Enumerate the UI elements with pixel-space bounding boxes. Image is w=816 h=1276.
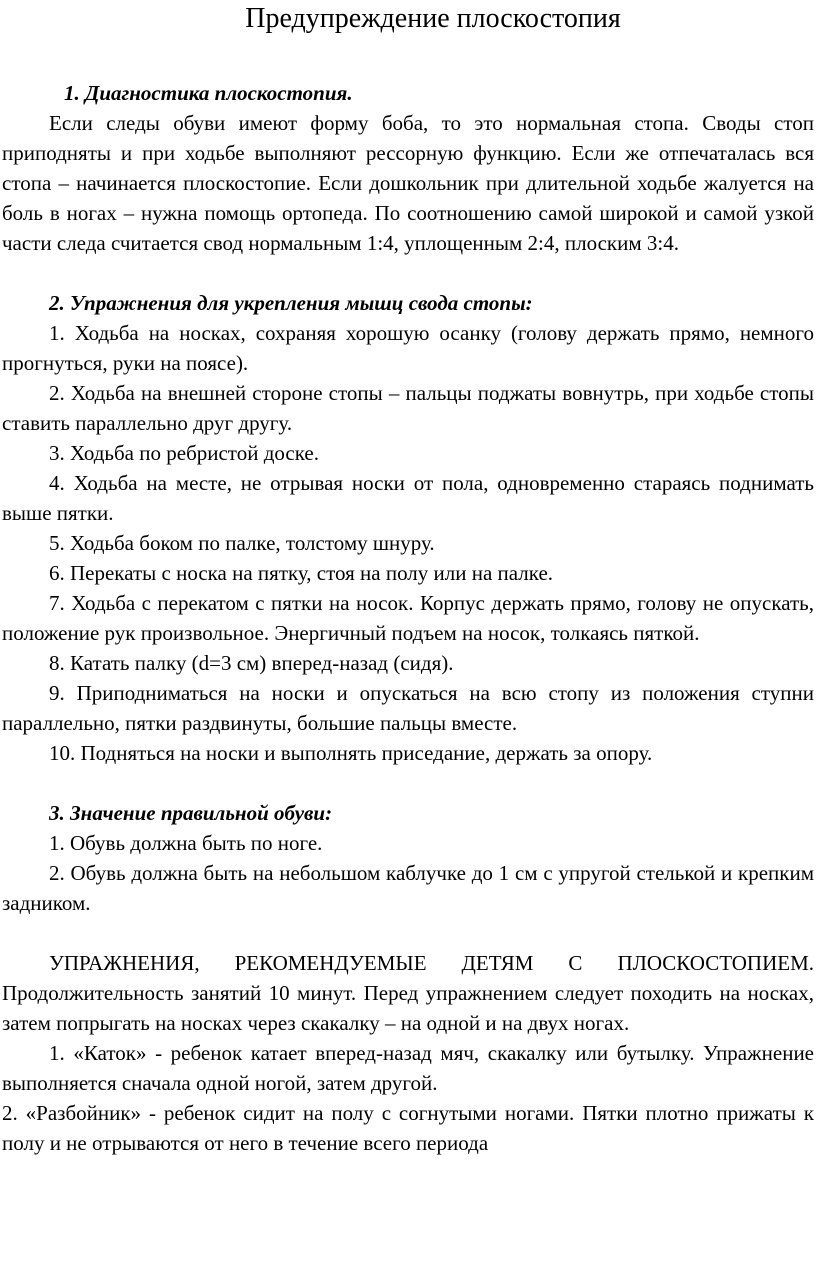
page-title: Предупреждение плоскостопия (245, 3, 621, 34)
section-heading-exercises: 2. Упражнения для укрепления мышц свода стопы: (49, 291, 533, 315)
list-item: 3. Ходьба по ребристой доске. (49, 441, 319, 465)
list-item: 7. Ходьба с перекатом с пятки на носок. Корпус держать прямо, голову не опускать, положение рук произвольное. Энергичный подъем на носок, толкаясь пяткой. (2, 591, 814, 645)
list-item: 2. Обувь должна быть на небольшом каблучке до 1 см с упругой стелькой и крепким задником. (2, 861, 814, 915)
list-item: 1. «Каток» - ребенок катает вперед-назад мяч, скакалку или бутылку. Упражнение выполняется сначала одной ногой, затем другой. (2, 1041, 814, 1095)
list-item: 2. Ходьба на внешней стороне стопы – пальцы поджаты вовнутрь, при ходьбе стопы ставить параллельно друг другу. (2, 381, 814, 435)
footwear-list (2, 828, 814, 918)
list-item: 6. Перекаты с носка на пятку, стоя на полу или на палке. (49, 561, 554, 585)
list-item: 1. Ходьба на носках, сохраняя хорошую осанку (голову держать прямо, немного прогнуться, руки на поясе). (2, 321, 814, 375)
spacer (2, 36, 814, 78)
list-item: 1. Обувь должна быть по ноге. (49, 831, 323, 855)
recommended-exercises-intro: УПРАЖНЕНИЯ, РЕКОМЕНДУЕМЫЕ ДЕТЯМ С ПЛОСКОСТОПИЕМ. Продолжительность занятий 10 минут. Перед упражнением следует походить на носках, затем попрыгать на носках через скакалку – на одной и на двух ногах. (2, 951, 814, 1035)
diagnostics-paragraph: Если следы обуви имеют форму боба, то это нормальная стопа. Своды стоп приподняты и при ходьбе выполняют рессорную функцию. Если же отпечаталась вся стопа – начинается плоскостопие. Если дошкольник при длительной ходьбе жалуется на боль в ногах – нужна помощь ортопеда. По соотношению самой широкой и самой узкой части следа считается свод нормальным 1:4, уплощенным 2:4, плоским 3:4. (2, 111, 814, 255)
list-item: 2. «Разбойник» - ребенок сидит на полу с согнутыми ногами. Пятки плотно прижаты к полу и не отрываются от него в течение всего периода (2, 1101, 814, 1155)
spacer (2, 768, 814, 798)
exercise-list (2, 318, 814, 768)
list-item: 10. Подняться на носки и выполнять приседание, держать за опору. (49, 741, 653, 765)
list-item: 9. Приподниматься на носки и опускаться на всю стопу из положения ступни параллельно, пятки раздвинуты, большие пальцы вместе. (2, 681, 814, 735)
section-heading-diagnostics: 1. Диагностика плоскостопия. (64, 81, 353, 105)
spacer (2, 918, 814, 948)
list-item: 4. Ходьба на месте, не отрывая носки от пола, одновременно стараясь поднимать выше пятки. (2, 471, 814, 525)
list-item: 5. Ходьба боком по палке, толстому шнуру. (49, 531, 435, 555)
section-heading-footwear: 3. Значение правильной обуви: (49, 801, 333, 825)
list-item: 8. Катать палку (d=3 см) вперед-назад (сидя). (49, 651, 454, 675)
spacer (2, 258, 814, 288)
